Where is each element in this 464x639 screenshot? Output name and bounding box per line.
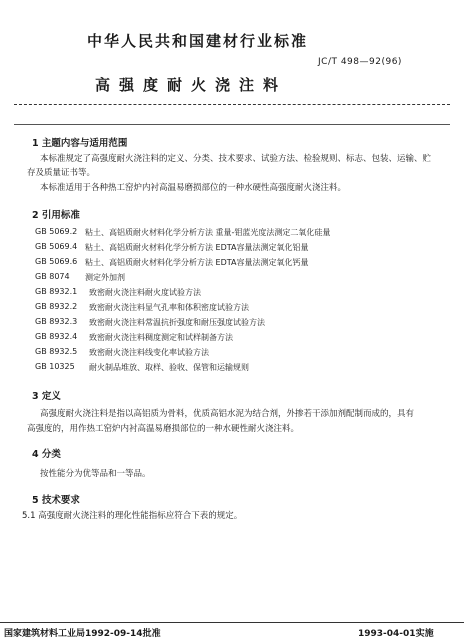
ref-title: 粘土、高铝质耐火材料化学分析方法 重量-钼蓝光度法测定二氧化硅量 bbox=[85, 228, 331, 237]
standard-code: JC/T 498—92(96) bbox=[318, 57, 402, 67]
ref-code: GB 10325 bbox=[35, 362, 75, 371]
ref-code: GB 8932.2 bbox=[35, 302, 78, 311]
section-4-heading: 4 分类 bbox=[32, 449, 61, 460]
document-title: 高强度耐火浇注料 bbox=[95, 76, 288, 94]
approval-note: 国家建筑材料工业局1992-09-14批准 bbox=[4, 629, 161, 639]
ref-code: GB 5069.4 bbox=[35, 242, 78, 251]
ref-code: GB 5069.2 bbox=[35, 227, 78, 236]
ref-title: 测定外加剂 bbox=[85, 273, 125, 282]
section-1-para-2: 本标准适用于各种热工窑炉内衬高温易磨损部位的一种水硬性高强度耐火浇注料。 bbox=[40, 183, 347, 193]
ref-code: GB 8932.4 bbox=[35, 332, 78, 341]
ref-code: GB 8932.5 bbox=[35, 347, 78, 356]
section-1-para-1a: 本标准规定了高强度耐火浇注料的定义、分类、技术要求、试验方法、检验规则、标志、包装、运输、贮 bbox=[40, 154, 432, 164]
ref-title: 致密耐火浇注料稠度测定和试样制备方法 bbox=[89, 333, 233, 342]
section-3-para-1: 高强度耐火浇注料是指以高铝质为骨料，优质高铝水泥为结合剂，外掺若干添加剂配制而成的，具有 bbox=[40, 409, 415, 419]
ref-title: 粘土、高铝质耐火材料化学分析方法 EDTA容量法测定氧化钙量 bbox=[85, 258, 309, 267]
section-3-para-2: 高强度的，用作热工窑炉内衬高温易磨损部位的一种水硬性耐火浇注料。 bbox=[27, 424, 300, 434]
ref-title: 粘土、高铝质耐火材料化学分析方法 EDTA容量法测定氧化铝量 bbox=[85, 243, 309, 252]
section-1-heading: 1 主题内容与适用范围 bbox=[32, 138, 128, 149]
ref-code: GB 8932.1 bbox=[35, 287, 78, 296]
header-thin-rule bbox=[14, 124, 450, 125]
ref-title: 致密耐火浇注料常温抗折强度和耐压强度试验方法 bbox=[89, 318, 265, 327]
section-3-heading: 3 定义 bbox=[32, 391, 61, 402]
section-4-para-1: 按性能分为优等品和一等品。 bbox=[40, 469, 151, 479]
ref-title: 致密耐火浇注料耐火度试验方法 bbox=[89, 288, 201, 297]
ref-code: GB 5069.6 bbox=[35, 257, 78, 266]
ref-code: GB 8074 bbox=[35, 272, 70, 281]
section-1-para-1b: 存及质量证书等。 bbox=[27, 168, 96, 178]
section-2-heading: 2 引用标准 bbox=[32, 210, 80, 221]
section-5-1-para: 5.1 高强度耐火浇注料的理化性能指标应符合下表的规定。 bbox=[22, 511, 243, 521]
header-dashed-rule bbox=[14, 104, 450, 105]
implementation-date: 1993-04-01实施 bbox=[358, 629, 434, 639]
footer-rule bbox=[0, 622, 464, 623]
ref-title: 致密耐火浇注料显气孔率和体积密度试验方法 bbox=[89, 303, 249, 312]
standard-category-header: 中华人民共和国建材行业标准 bbox=[87, 32, 309, 50]
section-5-heading: 5 技术要求 bbox=[32, 495, 80, 506]
ref-code: GB 8932.3 bbox=[35, 317, 78, 326]
ref-title: 耐火制品堆放、取样、验收、保管和运输规则 bbox=[89, 363, 249, 372]
ref-title: 致密耐火浇注料线变化率试验方法 bbox=[89, 348, 209, 357]
